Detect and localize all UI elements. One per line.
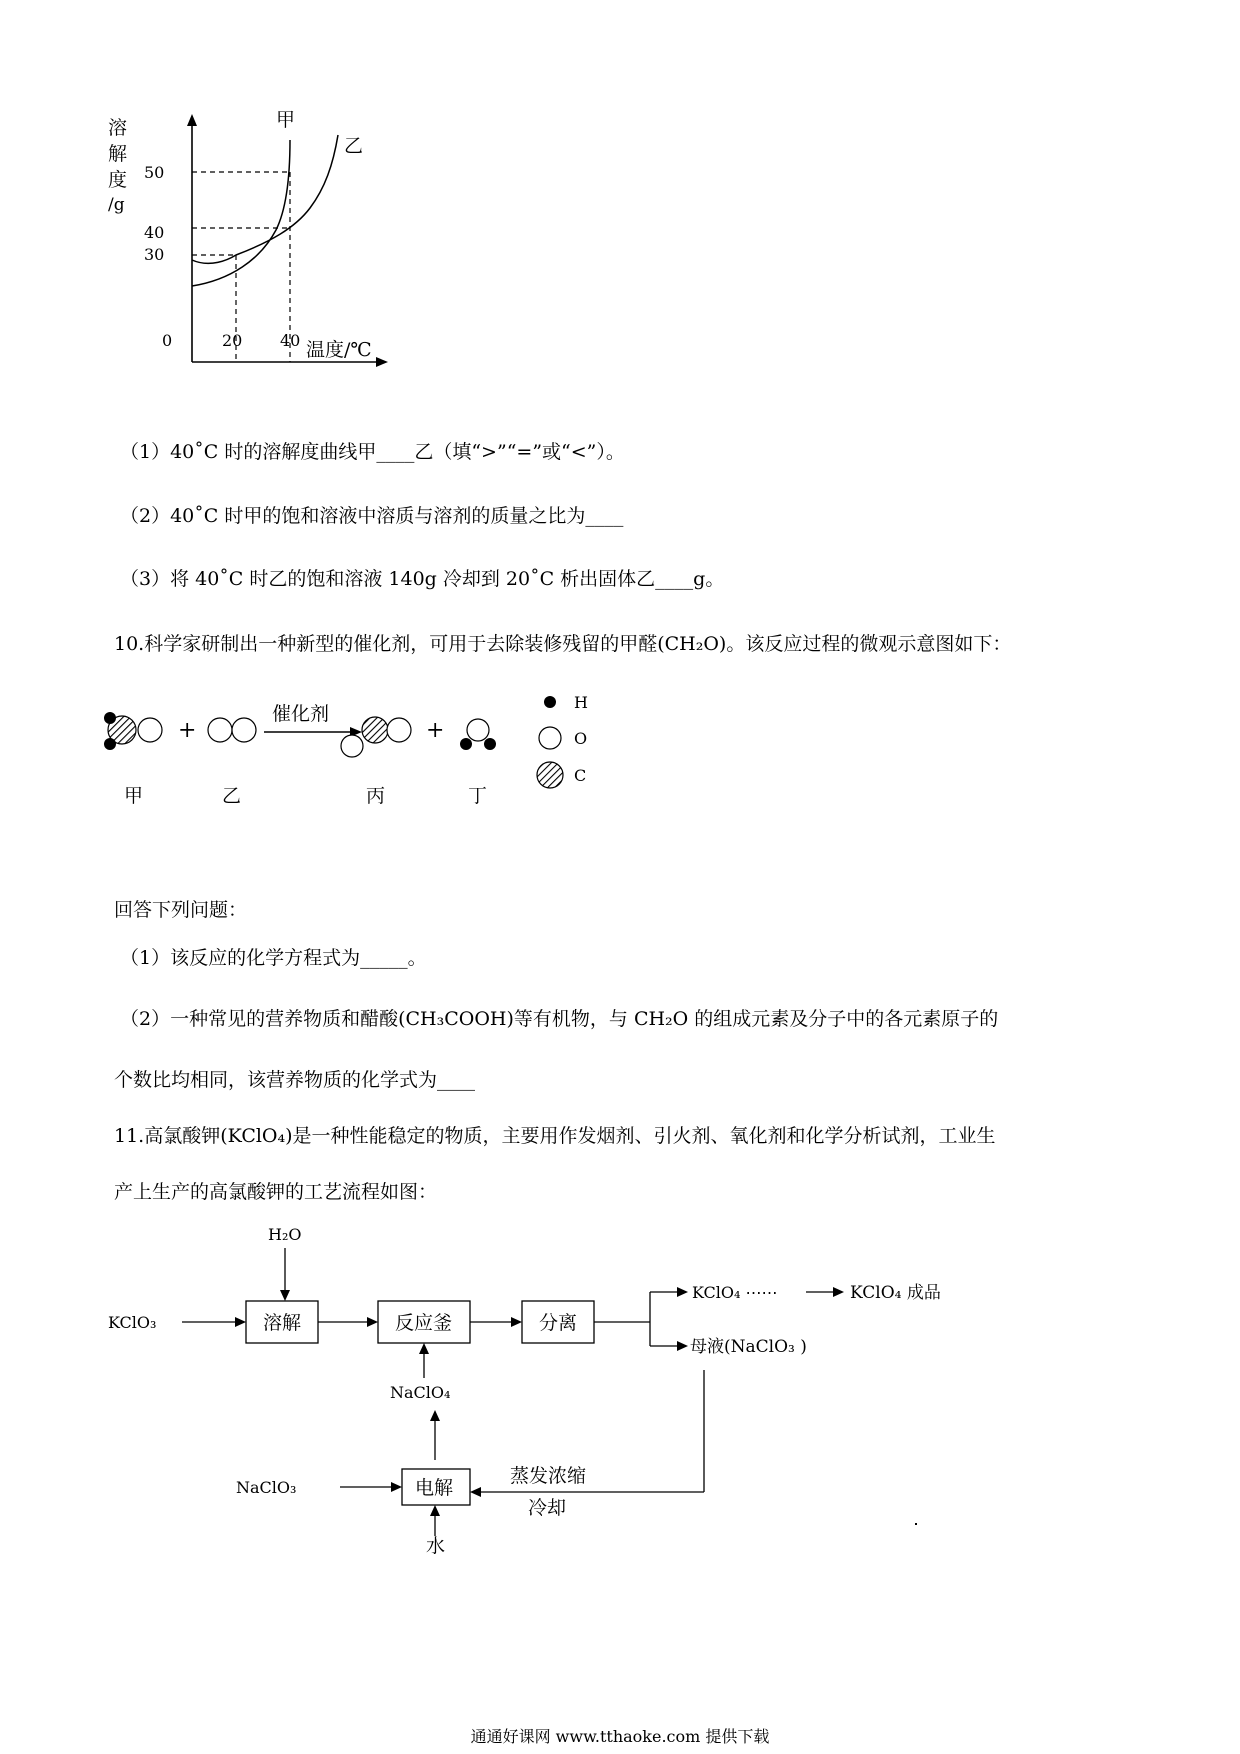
q9-part3: （3）将 40˚C 时乙的饱和溶液 140g 冷却到 20˚C 析出固体乙____g。 — [120, 568, 725, 590]
q10-intro: 10.科学家研制出一种新型的催化剂，可用于去除装修残留的甲醛(CH₂O)。该反应过程的微观示意图如下： — [114, 633, 1012, 655]
catalyst-label: 催化剂 — [272, 703, 330, 725]
label-evaporate: 蒸发浓缩 — [510, 1465, 587, 1487]
q10-part1: （1）该反应的化学方程式为_____。 — [120, 947, 427, 969]
label-cool: 冷却 — [528, 1497, 567, 1519]
y-tick-50: 50 — [144, 163, 165, 182]
label-kclo4-out: KClO₄ ⋯⋯ — [692, 1283, 778, 1302]
label-naclo3: NaClO₃ — [236, 1478, 297, 1497]
svg-text:C: C — [574, 766, 587, 785]
label-product: KClO₄ 成品 — [850, 1283, 941, 1303]
label-jia: 甲 — [124, 785, 144, 807]
curve-yi — [192, 135, 338, 263]
label-naclo4: NaClO₄ — [390, 1383, 451, 1402]
q10-part2-line2: 个数比均相同，该营养物质的化学式为____ — [114, 1069, 476, 1091]
label-kclo3: KClO₃ — [108, 1313, 157, 1332]
y-axis-arrow — [187, 114, 197, 126]
molecule-jia — [104, 712, 162, 750]
label-dissolve: 溶解 — [263, 1312, 302, 1334]
x-axis-arrow — [376, 357, 388, 367]
plus-1: + — [178, 718, 197, 743]
q11-intro-line2: 产上生产的高氯酸钾的工艺流程如图： — [114, 1181, 438, 1203]
label-separate: 分离 — [539, 1312, 578, 1334]
y-label-2: 解 — [108, 143, 128, 165]
label-h2o: H₂O — [268, 1225, 302, 1244]
label-bing: 丙 — [366, 785, 386, 807]
process-flowchart — [100, 1220, 1000, 1560]
q11-intro-line1: 11.高氯酸钾(KClO₄)是一种性能稳定的物质，主要用作发烟剂、引火剂、氧化剂和化学分析试剂，工业生 — [114, 1125, 996, 1147]
label-mother-liquor: 母液(NaClO₃ ) — [690, 1337, 807, 1357]
stray-dot — [915, 1523, 917, 1525]
curve-jia-label: 甲 — [276, 110, 296, 131]
reaction-diagram — [100, 690, 700, 820]
label-ding: 丁 — [468, 785, 488, 807]
x-tick-40: 40 — [280, 331, 301, 350]
page-footer: 通通好课网 www.tthaoke.com 提供下载 — [470, 1727, 770, 1746]
svg-text:O: O — [574, 729, 588, 748]
y-tick-30: 30 — [144, 245, 165, 264]
atom-legend — [537, 693, 588, 788]
y-label-1: 溶 — [108, 117, 128, 139]
y-label-4: /g — [108, 195, 125, 215]
molecule-ding — [460, 719, 496, 750]
y-label-3: 度 — [108, 169, 128, 191]
molecule-bing — [341, 717, 411, 757]
label-water: 水 — [426, 1535, 446, 1557]
x-tick-0: 0 — [162, 331, 173, 350]
solubility-graph — [100, 110, 440, 410]
curve-yi-label: 乙 — [344, 135, 364, 157]
q10-answer-prompt: 回答下列问题： — [114, 899, 248, 921]
x-tick-20: 20 — [222, 331, 243, 350]
plus-2: + — [426, 718, 445, 743]
q10-part2-line1: （2）一种常见的营养物质和醋酸(CH₃COOH)等有机物，与 CH₂O 的组成元素及分子中的各元素原子的 — [120, 1008, 999, 1030]
x-axis-label: 温度/℃ — [306, 339, 372, 361]
label-reactor: 反应釜 — [395, 1312, 453, 1334]
label-electrolysis: 电解 — [415, 1477, 454, 1499]
label-yi: 乙 — [222, 785, 242, 807]
q9-part1: （1）40˚C 时的溶解度曲线甲____乙（填“>”“=”或“<”）。 — [120, 441, 625, 463]
q9-part2: （2）40˚C 时甲的饱和溶液中溶质与溶剂的质量之比为____ — [120, 505, 624, 527]
svg-text:H: H — [574, 693, 588, 712]
molecule-yi — [208, 718, 256, 742]
y-tick-40: 40 — [144, 223, 165, 242]
